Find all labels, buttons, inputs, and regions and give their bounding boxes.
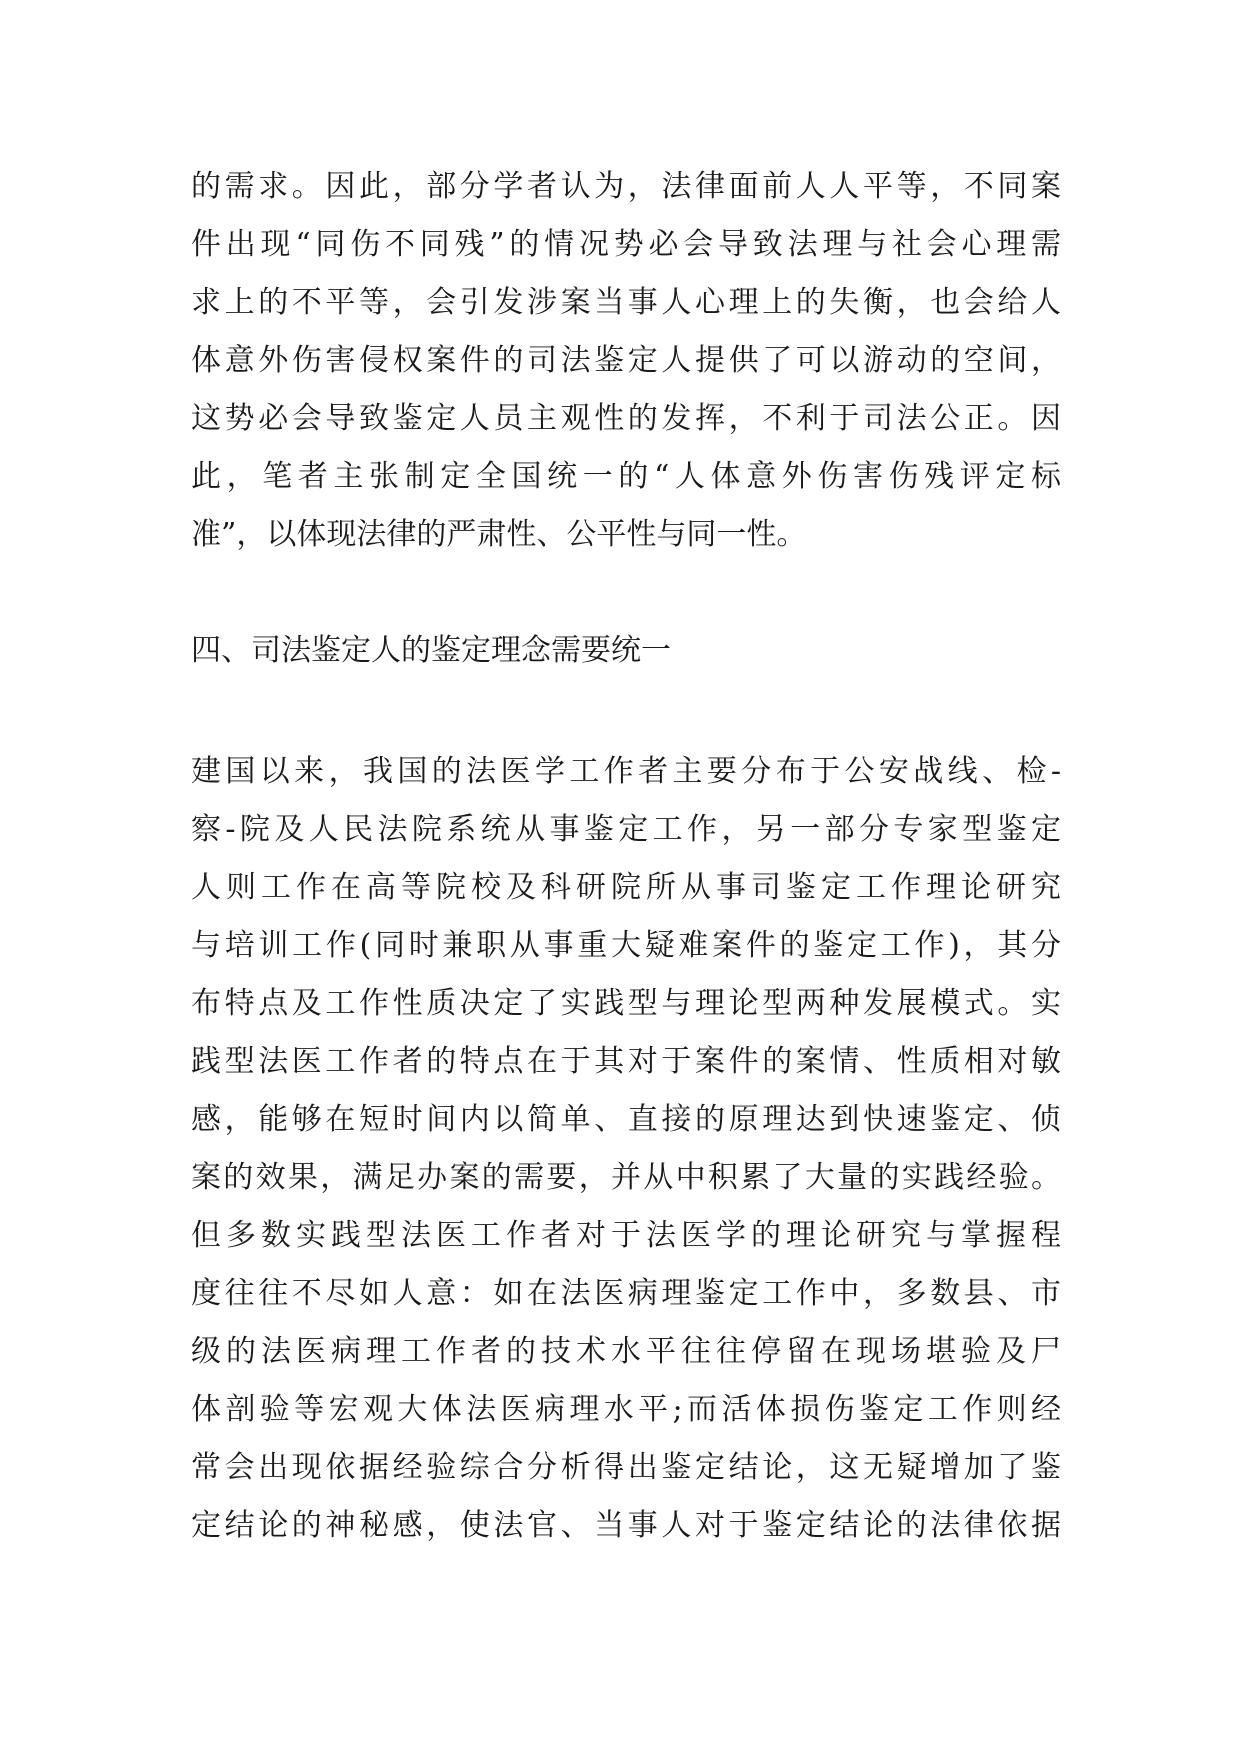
paragraph-line: 常会出现依据经验综合分析得出鉴定结论，这无疑增加了鉴 [191, 1450, 1061, 1485]
paragraph-line: 准”，以体现法律的严肃性、公平性与同一性。 [191, 517, 807, 552]
paragraph-line: 的需求。因此，部分学者认为，法律面前人人平等，不同案 [191, 169, 1061, 204]
paragraph-line: 体剖验等宏观大体法医病理水平;而活体损伤鉴定工作则经 [191, 1392, 1061, 1427]
paragraph-line: 践型法医工作者的特点在于其对于案件的案情、性质相对敏 [191, 1044, 1061, 1079]
paragraph-line: 人则工作在高等院校及科研院所从事司鉴定工作理论研究 [191, 870, 1061, 905]
section-heading [191, 622, 1061, 680]
paragraph-line: 求上的不平等，会引发涉案当事人心理上的失衡，也会给人 [191, 285, 1061, 320]
paragraph-line: 此，笔者主张制定全国统一的“人体意外伤害伤残评定标 [191, 459, 1061, 494]
paragraph-line: 体意外伤害侵权案件的司法鉴定人提供了可以游动的空间， [191, 343, 1061, 378]
paragraph-line: 但多数实践型法医工作者对于法医学的理论研究与掌握程 [191, 1218, 1061, 1253]
paragraph-line: 件出现“同伤不同残”的情况势必会导致法理与社会心理需 [191, 227, 1061, 262]
paragraph-line: 定结论的神秘感，使法官、当事人对于鉴定结论的法律依据 [191, 1508, 1061, 1543]
section-heading-text: 四、司法鉴定人的鉴定理念需要统一 [191, 633, 671, 668]
paragraph-line: 察-院及人民法院系统从事鉴定工作，另一部分专家型鉴定 [191, 812, 1061, 847]
paragraph-line: 感，能够在短时间内以简单、直接的原理达到快速鉴定、侦 [191, 1102, 1061, 1137]
paragraph-line: 级的法医病理工作者的技术水平往往停留在现场堪验及尸 [191, 1334, 1061, 1369]
paragraph-line: 布特点及工作性质决定了实践型与理论型两种发展模式。实 [191, 986, 1061, 1021]
paragraph-line: 度往往不尽如人意：如在法医病理鉴定工作中，多数县、市 [191, 1276, 1061, 1311]
paragraph-line: 这势必会导致鉴定人员主观性的发挥，不利于司法公正。因 [191, 401, 1061, 436]
paragraph-line: 案的效果，满足办案的需要，并从中积累了大量的实践经验。 [191, 1160, 1061, 1195]
paragraph-2 [191, 743, 1061, 1555]
paragraph-line: 与培训工作(同时兼职从事重大疑难案件的鉴定工作)，其分 [191, 928, 1061, 963]
paragraph-line: 建国以来，我国的法医学工作者主要分布于公安战线、检- [191, 754, 1061, 789]
paragraph-1 [191, 158, 1061, 564]
